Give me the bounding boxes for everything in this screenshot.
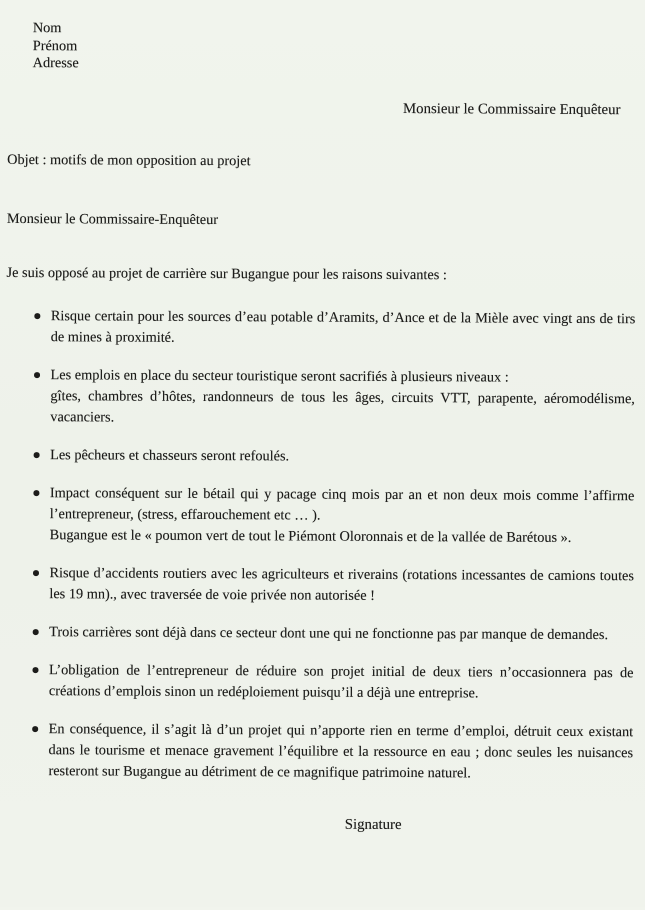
list-item-conclusion: [32, 719, 633, 785]
bullet-icon: [32, 726, 38, 732]
sender-block: [33, 20, 637, 76]
bullet-icon: [33, 629, 39, 635]
intro-line: Je suis opposé au projet de carrière sur Bugangue pour les raisons suivantes :: [6, 264, 447, 283]
bullet-text: Risque d’accidents routiers avec les agriculteurs et riverains (rotations incessantes de camions toutes les 19 mn)., avec traversée de voie privée non autorisée !: [49, 564, 635, 604]
bullet-icon: [34, 372, 40, 378]
bullet-text: Risque certain pour les sources d’eau potable d’Aramits, d’Ance et de la Mièle avec vingt ans de tirs de mines à proximité.: [50, 307, 636, 346]
bullet-icon: [33, 570, 39, 576]
sender-name-line: Nom: [32, 20, 62, 37]
list-item-road-accidents: [33, 563, 634, 608]
bullet-text: Les emplois en place du secteur touristique seront sacrifiés à plusieurs niveaux :: [50, 366, 509, 386]
signature-label: Signature: [344, 816, 402, 833]
list-item-tourism-jobs: [34, 365, 635, 431]
list-item-project-reduction: [32, 660, 633, 705]
bullet-text: gîtes, chambres d’hôtes, randonneurs de tous les âges, circuits VTT, parapente, aéromodélisme, vacanciers.: [50, 387, 635, 425]
bullet-text: L’obligation de l’entrepreneur de réduire son projet initial de deux tiers n’occasionnera pas de créations d’emplois sinon un redéploiement puisqu’il a déjà une entreprise.: [48, 661, 634, 701]
bullet-icon: [32, 667, 38, 673]
bullet-icon: [34, 313, 40, 319]
list-item-existing-quarries: [33, 622, 634, 646]
bullet-text: Les pêcheurs et chasseurs seront refoulés.: [50, 446, 290, 464]
sender-address-line: Adresse: [32, 55, 79, 72]
list-item-water-risk: [34, 306, 635, 351]
list-item-fishers-hunters: [34, 445, 635, 469]
salutation-line: Monsieur le Commissaire-Enquêteur: [6, 210, 219, 228]
bullet-icon: [33, 490, 39, 496]
bullet-text: En conséquence, il s’agit là d’un projet qui n’apporte rien en terme d’emploi, détruit ceux existant dans le tourisme et menace gravement l’équilibre et la ressource en eau ; donc seules les nuisances resteront sur Bugangue au détriment de ce magnifique patrimoine naturel.: [48, 720, 634, 781]
bullet-text: Impact conséquent sur le bétail qui y pacage cinq mois par an et non deux mois comme l’affirme l’entrepreneur, (stress, effarouchement etc … ).: [49, 484, 635, 524]
bullet-text: Trois carrières sont déjà dans ce secteur dont une qui ne fonctionne pas par manque de demandes.: [49, 623, 609, 643]
bullet-icon: [34, 452, 40, 458]
recipient-line: Monsieur le Commissaire Enquêteur: [403, 100, 621, 118]
list-item-livestock-impact: [33, 483, 634, 549]
subject-line: Objet : motifs de mon opposition au projet: [7, 151, 251, 169]
bullet-text: Bugangue est le « poumon vert de tout le Piémont Oloronnais et de la vallée de Barétous ».: [49, 526, 572, 546]
sender-firstname-line: Prénom: [32, 37, 78, 54]
opposition-list: [4, 305, 635, 784]
